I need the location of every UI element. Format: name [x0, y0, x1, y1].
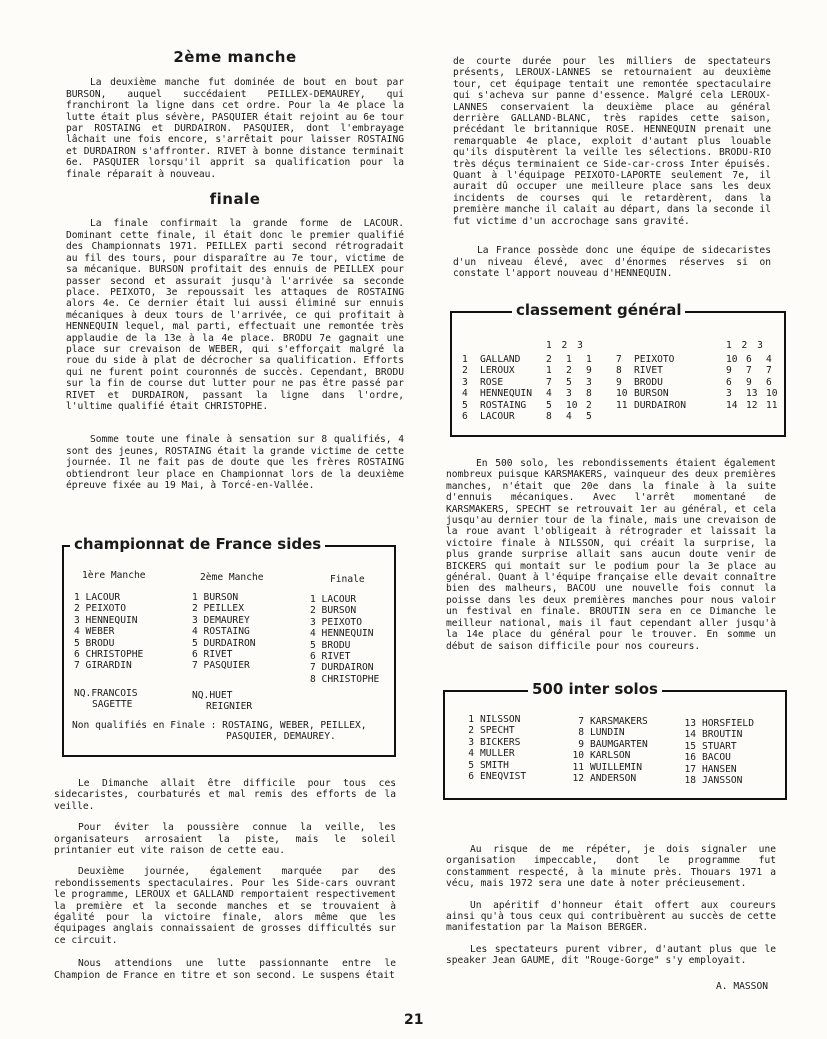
list-item: 1 LACOUR: [74, 592, 121, 603]
right-column-bottom: [446, 844, 776, 992]
list-item: 6 RIVET: [192, 649, 233, 661]
non-qualifie-1: [74, 688, 138, 711]
list-item: 6 CHRISTOPHE: [74, 649, 144, 661]
rank-cell: 7: [766, 365, 772, 377]
rank-cell: 10: [566, 399, 578, 411]
nq-line: NQ.FRANCOIS: [74, 688, 138, 699]
rider-name: DURDAIRON: [634, 399, 686, 411]
rank-cell: 3: [566, 388, 572, 400]
rider-name: BICKERS: [480, 736, 521, 748]
rank-cell: 1: [586, 354, 592, 365]
rank-cell: 2: [586, 399, 592, 411]
rank-cell: 15: [684, 740, 696, 752]
rank-cell: 8: [616, 365, 622, 377]
rank-cell: 14: [684, 729, 696, 741]
rank-cell: 4: [566, 410, 572, 422]
heading-2eme-manche: 2ème manche: [173, 48, 297, 66]
rank-cell: 16: [684, 752, 696, 764]
paragraph: de courte durée pour les milliers de spectateurs présents, LEROUX-LANNES se retournaient au deuxième tour, cet équipage tentait une remontée spectaculaire qui s'acheva sur panne d'essence. Malgré cela LEROUX-LANNES conservaient la deuxième place au général derrière GALLAND-BLANC, très rapides cette saison, précédant le britannique ROSE. HENNEQUIN prenait une remarquable 4e place, exploit d'autant plus louable qu'ils disputèrent la veille les sélections. BRODU-RIO très déçus terminaient ce Side-car-cross Inter épuisés. Quant à l'équipage PEIXOTO-LAPORTE seulement 7e, il aurait dû occuper une meilleure place sans les deux incidents de courses qui le retardèrent, dans la première manche il calait au départ, dans la seconde il fut victime d'un accrochage sans gravité.: [453, 56, 771, 227]
solos-title: 500 inter solos: [528, 680, 662, 698]
rank-cell: 5: [462, 399, 468, 411]
list-item: 1 LACOUR: [310, 594, 357, 605]
rider-name: WUILLEMIN: [590, 761, 642, 773]
rank-cell: 1: [468, 714, 474, 725]
rider-name: NILSSON: [480, 714, 521, 725]
rank-cell: 4: [766, 354, 772, 365]
rank-cell: 3: [462, 376, 468, 388]
rider-name: HENNEQUIN: [480, 388, 532, 400]
rider-name: LACOUR: [480, 410, 515, 422]
rider-name: STUART: [702, 740, 737, 752]
rank-cell: 3: [468, 736, 474, 748]
rank-cell: 10: [572, 750, 584, 762]
rank-cell: 3: [586, 376, 592, 388]
rank-cell: 1: [462, 354, 468, 365]
rank-cell: 8: [546, 410, 552, 422]
rank-cell: 11: [616, 399, 628, 411]
rank-cell: 17: [684, 763, 696, 775]
nq-finale-line: Non qualifiés en Finale : ROSTAING, WEBER, PEILLEX,: [72, 720, 367, 731]
paragraph: Le Dimanche allait être difficile pour tous ces sidecaristes, courbaturés et mal remis des efforts de la veille.: [54, 778, 396, 812]
manche-1-list: [74, 592, 143, 672]
list-item: 3 HENNEQUIN: [74, 614, 138, 626]
paragraph: Somme toute une finale à sensation sur 8 qualifiés, 4 sont des jeunes, ROSTAING était la grande victime de cette journée. Il ne fait pas de doute que les frères ROSTAING obtiendront leur place en Championnat lors de la deuxième épreuve fixée au 19 Mai, à Torcé-en-Vallée.: [66, 434, 404, 491]
list-item: 5 BRODU: [310, 639, 351, 651]
rank-cell: 7: [578, 716, 584, 727]
rider-name: PEIXOTO: [634, 354, 675, 365]
rider-name: HORSFIELD: [702, 718, 754, 729]
left-column-bottom: [54, 778, 396, 981]
paragraph: La deuxième manche fut dominée de bout en bout par BURSON, auquel succédaient PEILLEX-DEMAUREY, qui franchiront la ligne dans cet ordre. Pour la 4e place la lutte était plus sévère, PASQUIER était rejoint au 6e tour par ROSTAING et DURDAIRON. PASQUIER, dont l'embrayage lâchait une fois encore, s'arrêtait pour laisser ROSTAING et DURDAIRON s'affronter. RIVET à bonne distance terminait 6e. PASQUIER lorsqu'il apprit sa qualification pour la finale réparait à nouveau.: [66, 77, 404, 180]
rank-cell: 8: [586, 388, 592, 400]
rank-cell: 18: [684, 774, 696, 786]
rider-name: SMITH: [480, 759, 509, 771]
list-item: 8 CHRISTOPHE: [310, 673, 380, 685]
list-item: 2 PEILLEX: [192, 603, 244, 615]
rank-cell: 6: [726, 376, 732, 388]
non-qualifies-finale: [72, 720, 367, 743]
classement-header-right: 1 2 3: [726, 340, 763, 351]
rank-cell: 4: [462, 388, 468, 400]
paragraph: Un apéritif d'honneur était offert aux coureurs ainsi qu'à tous ceux qui contribuèrent au succès de cette manifestation par la Maison BERGER.: [446, 899, 776, 934]
rank-cell: 9: [578, 738, 584, 750]
heading-finale: finale: [209, 190, 261, 209]
list-item: 4 HENNEQUIN: [310, 628, 374, 640]
rank-cell: 14: [726, 399, 738, 411]
rank-cell: 13: [746, 388, 758, 400]
rank-cell: 11: [572, 761, 584, 773]
rank-cell: 5: [566, 376, 572, 388]
col-header-manche-2: 2ème Manche: [200, 572, 264, 583]
rank-cell: 5: [586, 410, 592, 422]
rider-name: KARLSON: [590, 750, 631, 762]
finale-list: [310, 594, 379, 685]
list-item: 2 PEIXOTO: [74, 603, 126, 615]
rank-cell: 3: [726, 388, 732, 400]
rank-cell: 12: [572, 772, 584, 784]
rider-name: GALLAND: [480, 354, 521, 365]
rank-cell: 2: [462, 365, 468, 377]
nq-finale-line: PASQUIER, DEMAUREY.: [226, 731, 336, 743]
list-item: 2 BURSON: [310, 605, 357, 617]
paragraph: Les spectateurs purent vibrer, d'autant plus que le speaker Jean GAUME, dit "Rouge-Gorge" s'y employait.: [446, 943, 776, 967]
rank-cell: 4: [546, 388, 552, 400]
rank-cell: 1: [566, 354, 572, 365]
rank-cell: 9: [746, 376, 752, 388]
left-column: [66, 48, 404, 491]
list-item: 7 PASQUIER: [192, 660, 250, 672]
list-item: 1 BURSON: [192, 592, 239, 603]
rank-cell: 13: [684, 718, 696, 729]
list-item: 5 BRODU: [74, 637, 115, 649]
list-item: 7 DURDAIRON: [310, 662, 374, 674]
rider-name: ROSTAING: [480, 399, 527, 411]
rank-cell: 4: [468, 748, 474, 760]
rank-cell: 2: [468, 725, 474, 737]
page-number: 21: [404, 1012, 424, 1028]
rank-cell: 6: [766, 376, 772, 388]
rider-name: MULLER: [480, 748, 515, 760]
rider-name: BROUTIN: [702, 729, 743, 741]
list-item: 6 RIVET: [310, 651, 351, 663]
rank-cell: 8: [578, 727, 584, 739]
rider-name: BAUMGARTEN: [590, 738, 648, 750]
rank-cell: 7: [616, 354, 622, 365]
rank-cell: 10: [726, 354, 738, 365]
rider-name: SPECHT: [480, 725, 515, 737]
rider-name: HANSEN: [702, 763, 737, 775]
rider-name: KARSMAKERS: [590, 716, 648, 727]
rank-cell: 10: [616, 388, 628, 400]
championnat-title: championnat de France sides: [70, 535, 325, 553]
rank-cell: 5: [546, 399, 552, 411]
rider-name: ROSE: [480, 376, 504, 388]
rank-cell: 11: [766, 399, 778, 411]
paragraph: Nous attendions une lutte passionnante entre le Champion de France en titre et son second. Le suspens était: [54, 958, 396, 981]
rank-cell: 1: [546, 365, 552, 377]
non-qualifie-2: [192, 690, 252, 713]
col-header-manche-1: 1ère Manche: [82, 570, 146, 581]
paragraph: La France possède donc une équipe de sidecaristes d'un niveau élevé, avec d'énormes réserves si on constate l'apport nouveau d'HENNEQUIN.: [453, 245, 771, 279]
rank-cell: 12: [746, 399, 758, 411]
rank-cell: 9: [726, 365, 732, 377]
list-item: 3 DEMAUREY: [192, 614, 250, 626]
list-item: 4 ROSTAING: [192, 626, 250, 638]
rank-cell: 6: [462, 410, 468, 422]
signature: A. MASSON: [716, 980, 768, 992]
rank-cell: 7: [746, 365, 752, 377]
classement-header-left: 1 2 3: [546, 340, 583, 351]
nq-line: SAGETTE: [92, 699, 133, 711]
paragraph: Deuxième journée, également marquée par des rebondissements spectaculaires. Pour les Side-cars ouvrant le programme, LEROUX et GALLAND remportaient respectivement la première et la seconde manches et se trouvaient à égalité pour la victoire finale, alors même que les équipages anglais connaissaient de grosses difficultés sur ce circuit.: [54, 866, 396, 946]
rank-cell: 10: [766, 388, 778, 400]
paragraph: Au risque de me répéter, je dois signaler une organisation impeccable, dont le programme fut constamment respecté, à la minute près. Thouars 1971 a vécu, mais 1972 sera une date à noter précieusement.: [446, 844, 776, 890]
rider-name: JANSSON: [702, 774, 743, 786]
list-item: 3 PEIXOTO: [310, 616, 362, 628]
rider-name: LEROUX: [480, 365, 515, 377]
rank-cell: 2: [546, 354, 552, 365]
rider-name: RIVET: [634, 365, 663, 377]
col-header-finale: Finale: [330, 574, 365, 585]
rider-name: BACOU: [702, 752, 731, 764]
paragraph: La finale confirmait la grande forme de LACOUR. Dominant cette finale, il était donc le premier qualifié des Championnats 1971. PEILLEX parti second rétrogradait au fil des tours, pour disparaître au 7e tour, victime de sa mécanique. BURSON profitait des ennuis de PEILLEX pour passer second et assurait jusqu'à l'arrivée sa seconde place. PEIXOTO, 3e repoussait les attaques de ROSTAING alors 4e. Ce dernier était lui aussi éliminé sur ennuis mécaniques à deux tours de l'arrivée, ce qui profitait à HENNEQUIN lequel, mal parti, effectuait une remontée très applaudie de la 13e à la 4e place. BRODU 7e gagnait une place sur crevaison de WEBER, qui s'efforçait malgré la roue du side à plat de décrocher sa qualification. Efforts qui ne furent point couronnés de succès. Cependant, BRODU sur la fin de course dut lutter pour ne pas être passé par RIVET et DURDAIRON, passant la ligne dans l'ordre, l'ultime qualifié était CHRISTOPHE.: [66, 218, 404, 412]
list-item: 4 WEBER: [74, 626, 115, 638]
classement-title: classement général: [512, 301, 685, 319]
list-item: 5 DURDAIRON: [192, 637, 256, 649]
rank-cell: 7: [546, 376, 552, 388]
rank-cell: 6: [746, 354, 752, 365]
right-column-middle: [446, 458, 776, 652]
right-column: [453, 56, 771, 279]
rank-cell: 9: [586, 365, 592, 377]
rank-cell: 6: [468, 770, 474, 782]
list-item: 7 GIRARDIN: [74, 660, 132, 672]
nq-line: NQ.HUET: [192, 690, 233, 701]
rider-name: LUNDIN: [590, 727, 625, 739]
paragraph: En 500 solo, les rebondissements étaient également nombreux puisque KARSMAKERS, vainqueur des deux premières manches, n'était que 20e dans la finale à la suite d'ennuis mécaniques. Avec l'arrêt momentané de KARSMAKERS, SPECHT se retrouvait 1er au général, et cela jusqu'au dernier tour de la finale, mais une crevaison de la roue avant l'obligeait à rétrograder et laissait la victoire finale à NILSSON, qui créait la surprise, la plus grande surprise allait sans aucun doute venir de BICKERS qui montait sur le podium pour la 3e place au général. Quant à l'équipe française elle devait connaître bien des malheurs, BACOU une nouvelle fois connut la poisse dans les deux premières manches pour nous valoir un festival en finale. BROUTIN sera en ce Dimanche le meilleur national, mais il faut cependant aller jusqu'à la 14e place du général pour le trouver. En somme un début de saison difficile pour nos coureurs.: [446, 458, 776, 652]
rider-name: ANDERSON: [590, 772, 637, 784]
rank-cell: 9: [616, 376, 622, 388]
paragraph: Pour éviter la poussière connue la veille, les organisateurs arrosaient la piste, mais le soleil printanier eut vite raison de cette eau.: [54, 822, 396, 857]
rank-cell: 2: [566, 365, 572, 377]
nq-line: REIGNIER: [206, 701, 253, 713]
rider-name: BRODU: [634, 376, 663, 388]
manche-2-list: [192, 592, 256, 672]
rider-name: BURSON: [634, 388, 669, 400]
rider-name: ENEQVIST: [480, 770, 527, 782]
rank-cell: 5: [468, 759, 474, 771]
